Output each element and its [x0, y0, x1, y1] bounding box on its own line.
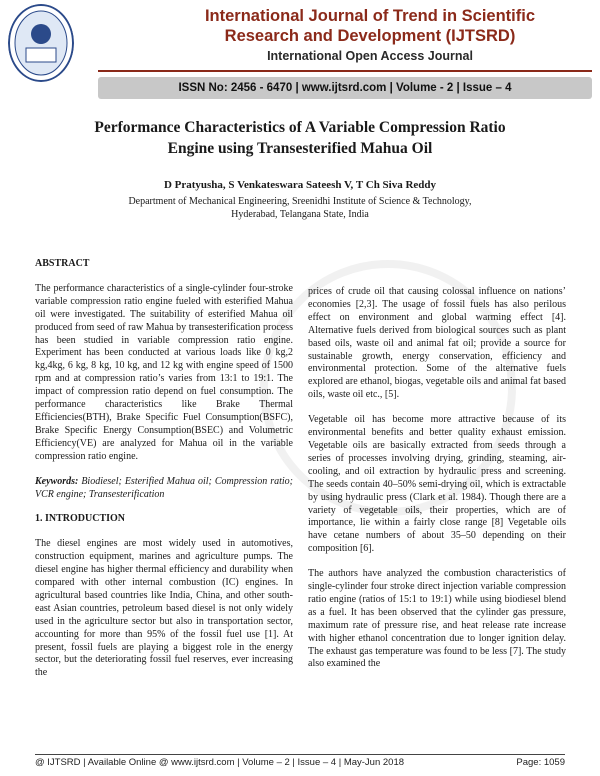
keywords-text: Biodiesel; Esterified Mahua oil; Compression ratio; VCR engine; Transesterification	[35, 475, 293, 500]
journal-title-line2: Research and Development (IJTSRD)	[224, 27, 516, 45]
issn-bar: ISSN No: 2456 - 6470 | www.ijtsrd.com | Volume - 2 | Issue – 4	[98, 77, 592, 99]
affiliation-line2: Hyderabad, Telangana State, India	[231, 209, 369, 220]
right-paragraph-1: prices of crude oil that causing colossal influence on nations’ economies [2,3]. The usage of fossil fuels has also perilous effect on environment and global warming effect [4]. Alternative fuels derived from biological sources such as plant based oils, waste oil and animal fat oil; provide a source for sustainable growth, energy conservation, efficiency and environmental protection. Some of the alternative fuels explored are ethanol, biogas, vegetable oils and animal fat based oils, waste oil etc., [5].	[308, 286, 566, 401]
right-paragraph-3: The authors have analyzed the combustion characteristics of single-cylinder four stroke direct injection variable compression ratio engine (ratios of 15:1 to 19:1) while using biodiesel blend as a fuel. It has been observed that the cylinder gas pressure, maximum rate of pressure rise, and heat release rate increase with higher ethanol concentration due to longer ignition delay. The exhaust gas temperature was found to be less [7]. The study also examined the	[308, 568, 566, 670]
journal-subtitle: International Open Access Journal	[267, 49, 473, 63]
header-divider	[98, 70, 592, 72]
footer-page-number: Page: 1059	[516, 757, 565, 768]
keywords	[35, 476, 293, 502]
footer-left: @ IJTSRD | Available Online @ www.ijtsrd.com | Volume – 2 | Issue – 4 | May-Jun 2018	[35, 757, 405, 768]
paper-affiliation	[40, 195, 560, 221]
keywords-label: Keywords:	[35, 475, 79, 487]
affiliation-line1: Department of Mechanical Engineering, Sreenidhi Institute of Science & Technology,	[128, 196, 472, 207]
intro-text: The diesel engines are most widely used in automotives, construction equipment, marines and agriculture pumps. The diesel engine has higher thermal efficiency and durability when compared with other internal combustion (IC) engines. In agricultural based countries like India, China, and other south-east Asian countries, petroleum based diesel is not only widely used in the agriculture sector but also in transportation sector, accounting for more than 95% of the fossil fuel use [1]. At present, fossil fuels are playing a biggest role in the energy sector, but the deteriorating fossil fuel reserves, ever increasing the	[35, 538, 293, 679]
journal-title	[190, 6, 550, 46]
paper-authors: D Pratyusha, S Venkateswara Sateesh V, T Ch Siva Reddy	[163, 179, 437, 191]
right-column	[308, 286, 566, 683]
footer-divider	[35, 754, 565, 755]
intro-heading: 1. INTRODUCTION	[35, 513, 126, 525]
right-paragraph-2: Vegetable oil has become more attractive because of its environmental benefits and better quality exhaust emission. Vegetable oils are basically extracted from seeds through a series of processes involving drying, grinding, steaming, air-cooling, and oil extraction by hydraulic press and screening. The seeds contain 40–50% semi-drying oil, which is extractable by using hydraulic press (Clark et al. 1984). Though there are a variety of vegetable oils, their properties, which are of importance, lie within a fairly close range [8] Vegetable oils have cetane numbers of about 35–50 depending on their composition [6].	[308, 414, 566, 555]
paper-title-line2: Engine using Transesterified Mahua Oil	[167, 140, 433, 157]
paper-title-line1: Performance Characteristics of A Variable Compression Ratio	[94, 119, 506, 136]
journal-title-line1: International Journal of Trend in Scientific	[204, 7, 536, 25]
paper-title	[40, 117, 560, 159]
abstract-heading: ABSTRACT	[35, 258, 90, 269]
journal-header	[0, 0, 600, 105]
left-column	[35, 258, 293, 692]
abstract-text: The performance characteristics of a single-cylinder four-stroke variable compression ratio engine fueled with esterified Mahua oil were investigated. The suitability of esterified Mahua oil produced from seed of raw Mahua by transesterification process has been studied in variable compression ratio engine. Experiment has been conducted at various loads like 0 kg,2 kg,4kg, 6 kg, 8 kg, 10 kg, and 12 kg with engine speed of 1500 rpm and at compression ratio’s varies from 13:1 to 19:1. The impact of compression ratio depend on fuel consumption. The performance characteristics like Brake Thermal Efficiencies(BTH), Brake Specific Fuel Consumption(BSFC), Brake Specific Energy Consumption(BSEC) and Volumetric Efficiency(VE) are analyzed for Mahua oil in the variable compression ratio engine.	[35, 282, 293, 462]
journal-logo	[8, 4, 74, 82]
